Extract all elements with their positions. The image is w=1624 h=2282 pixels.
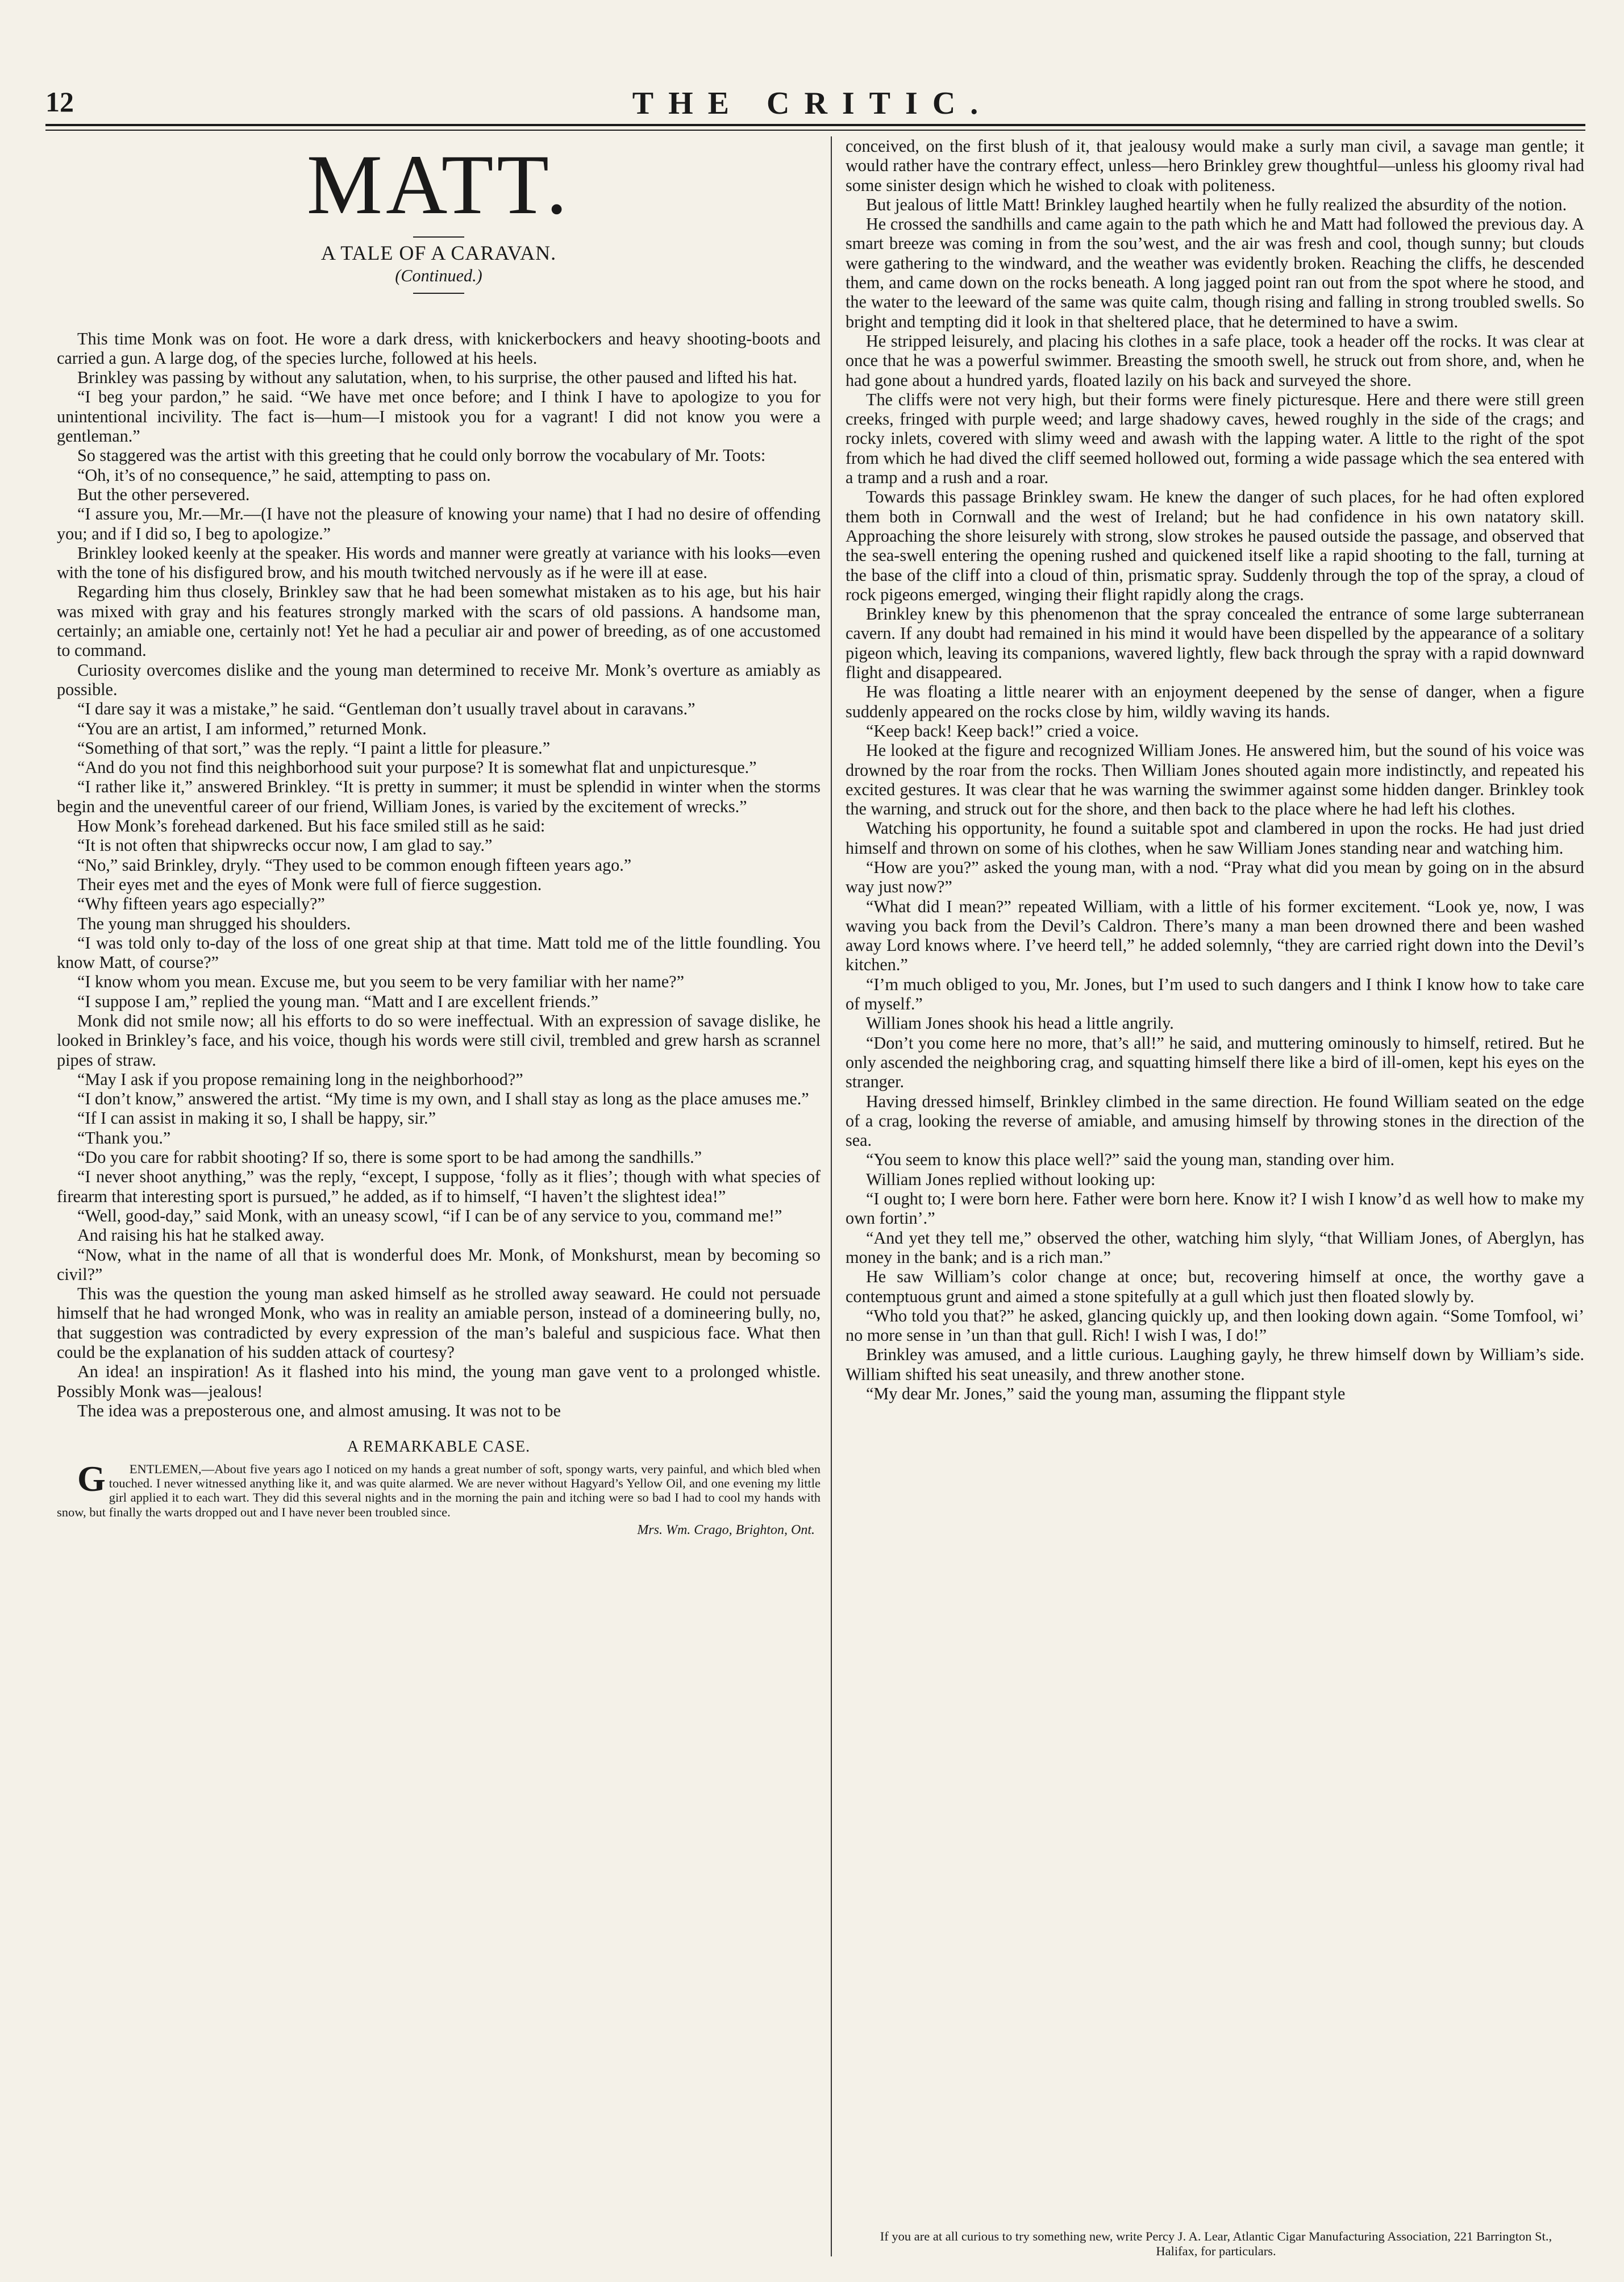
advert-signature: Mrs. Wm. Crago, Brighton, Ont. <box>637 1523 815 1538</box>
paragraph: “I never shoot anything,” was the reply, “except, I suppose, ‘folly as it flies’; though with what species of firearm that interesting sport is pursued,” he added, as if to himself, “I haven’t the slightest idea!” <box>57 1167 821 1206</box>
paragraph: Towards this passage Brinkley swam. He knew the danger of such places, for he had often explored them both in Cornwall and the west of Ireland; but he had confidence in his own natatory skill. Approaching the shore leisurely with strong, slow strokes he paused outside the passage, and observed that the sea-swell entering the opening rushed and quickened itself like a rapid shooting to the fall, turning at the base of the cliff into a cloud of thin, prismatic spray. Suddenly through the top of the spray, a cloud of rock pigeons emerged, winging their flight rapidly along the crags. <box>846 487 1584 604</box>
paragraph: William Jones replied without looking up: <box>866 1169 1156 1189</box>
paragraph: “I assure you, Mr.—Mr.—(I have not the pleasure of knowing your name) that I had no desire of offending you; and if I did so, I beg to apologize.” <box>57 504 821 543</box>
paragraph: “I know whom you mean. Excuse me, but you seem to be very familiar with her name?” <box>77 972 684 992</box>
paragraph: Brinkley looked keenly at the speaker. His words and manner were greatly at variance with his looks—even with the tone of his disfigured brow, and his mouth twitched nervously as if he were ill at ease. <box>57 543 821 583</box>
paragraph: Having dressed himself, Brinkley climbed in the same direction. He found William seated on the edge of a crag, looking the reverse of amiable, and amusing himself by throwing stones in the direction of the sea. <box>846 1091 1584 1150</box>
page-header <box>45 85 1580 125</box>
advert-text: ENTLEMEN,—About five years ago I noticed on my hands a great number of soft, spongy warts, very painful, and which bled when touched. I never witnessed anything like it, and was quite alarmed. We are never without Hagyard’s Yellow Oil, and one evening my little girl applied it to each wart. They did this several nights and in the morning the pain and itching were so bad I had to cool my hands with snow, but finally the warts dropped out and I have never been troubled since. <box>57 1461 821 1519</box>
paragraph: “Well, good-day,” said Monk, with an uneasy scowl, “if I can be of any service to you, command me!” <box>77 1206 782 1225</box>
paragraph: He crossed the sandhills and came again to the path which he and Matt had followed the previous day. A smart breeze was coming in from the sou’west, and the air was fresh and cool, though sunny; but clouds were gathering to the windward, and the weather was evidently broken. Reaching the cliffs, he descended them, and came down on the rocks beneath. A long jagged point ran out from the spot where he stood, and the water to the leeward of the same was quite calm, though rising and falling in strong troubled swells. So bright and tempting did it look in that sheltered place, that he determined to have a swim. <box>846 214 1584 331</box>
paragraph: The idea was a preposterous one, and almost amusing. It was not to be <box>77 1400 561 1420</box>
paragraph: He was floating a little nearer with an enjoyment deepened by the sense of danger, when a figure suddenly appeared on the rocks close by him, wildly waving its hands. <box>846 682 1584 721</box>
header-rule <box>45 124 1585 126</box>
paragraph: The young man shrugged his shoulders. <box>77 913 351 933</box>
right-column <box>846 136 1584 2256</box>
paragraph: Brinkley was amused, and a little curious. Laughing gayly, he threw himself down by William’s side. William shifted his seat uneasily, and threw another stone. <box>846 1345 1584 1384</box>
paragraph: Brinkley was passing by without any salutation, when, to his surprise, the other paused and lifted his hat. <box>77 368 797 388</box>
paragraph: “Who told you that?” he asked, glancing quickly up, and then looking down again. “Some Tomfool, wi’ no more sense in ’un than that gull. Rich! I wish I was, I do!” <box>846 1306 1584 1345</box>
paragraph: “I’m much obliged to you, Mr. Jones, but I’m used to such dangers and I think I know how to take care of myself.” <box>846 974 1584 1014</box>
paragraph: “I don’t know,” answered the artist. “My time is my own, and I shall stay as long as the place amuses me.” <box>77 1089 809 1109</box>
running-head: THE CRITIC. <box>632 86 993 121</box>
paragraph: “And do you not find this neighborhood suit your purpose? It is somewhat flat and unpicturesque.” <box>77 758 757 778</box>
paragraph: “Don’t you come here no more, that’s all!” he said, and muttering ominously to himself, retired. But he only ascended the neighboring crag, and squatting himself there like a bird of ill-omen, kept his eyes on the stranger. <box>846 1033 1584 1092</box>
paragraph: “You seem to know this place well?” said the young man, standing over him. <box>866 1150 1395 1170</box>
subtitle-rule <box>413 293 464 294</box>
paragraph: “What did I mean?” repeated William, with a little of his former excitement. “Look ye, now, I was waving you back from the Devil’s Caldron. There’s many a man been drowned there and been washed away Lord knows where. I’ve heerd tell,” he added solemnly, “they are carried right down into the Devil’s kitchen.” <box>846 896 1584 975</box>
advert-heading: A REMARKABLE CASE. <box>347 1438 531 1456</box>
paragraph: “Oh, it’s of no consequence,” he said, attempting to pass on. <box>77 465 491 485</box>
paragraph: William Jones shook his head a little angrily. <box>866 1013 1174 1033</box>
paragraph: “I rather like it,” answered Brinkley. “It is pretty in summer; it must be splendid in winter when the storms begin and the uneventful career of our friend, William Jones, is varied by the excitement of wrecks.” <box>57 777 821 816</box>
paragraph: But jealous of little Matt! Brinkley laughed heartily when he fully realized the absurdity of the notion. <box>866 194 1567 214</box>
paragraph: “Keep back! Keep back!” cried a voice. <box>866 721 1139 741</box>
paragraph: This time Monk was on foot. He wore a dark dress, with knickerbockers and heavy shooting-boots and carried a gun. A large dog, of the species lurche, followed at his heels. <box>57 329 821 368</box>
paragraph: Watching his opportunity, he found a suitable spot and clambered in upon the rocks. He had just dried himself and thrown on some of his clothes, when he saw William Jones standing near and watching him. <box>846 818 1584 858</box>
paragraph: He looked at the figure and recognized William Jones. He answered him, but the sound of his voice was drowned by the roar from the rocks. Then William Jones shouted again more indistinctly, and repeated his excited gestures. It was clear that he was warning the swimmer against some hidden danger. Brinkley took the warning, and struck out for the shore, and then back to the place where he had left his clothes. <box>846 741 1584 819</box>
paragraph: “Now, what in the name of all that is wonderful does Mr. Monk, of Monkshurst, mean by becoming so civil?” <box>57 1245 821 1284</box>
paragraph: “It is not often that shipwrecks occur now, I am glad to say.” <box>77 836 493 855</box>
paragraph: conceived, on the first blush of it, that jealousy would make a surly man civil, a savage man gentle; it would rather have the contrary effect, unless—hero Brinkley grew thoughtful—unless his gloomy rival had some sinister design which he wished to cloak with politeness. <box>846 136 1584 195</box>
paragraph: “If I can assist in making it so, I shall be happy, sir.” <box>77 1108 436 1128</box>
paragraph: “May I ask if you propose remaining long in the neighborhood?” <box>77 1069 523 1089</box>
paragraph: “My dear Mr. Jones,” said the young man, assuming the flippant style <box>866 1384 1346 1403</box>
paragraph: “Thank you.” <box>77 1128 171 1148</box>
paragraph: Regarding him thus closely, Brinkley saw that he had been somewhat mistaken as to his age, but his hair was mixed with gray and his features strongly marked with the scars of old passions. A handsome man, certainly; an amiable one, certainly not! Yet he had a peculiar air and power of breeding, as of one accustomed to command. <box>57 582 821 660</box>
story-text-left <box>57 329 821 1421</box>
paragraph: “Something of that sort,” was the reply. “I paint a little for pleasure.” <box>77 738 551 758</box>
advert-body <box>57 1458 821 1520</box>
paragraph: “I was told only to-day of the loss of one great ship at that time. Matt told me of the little foundling. You know Matt, of course?” <box>57 933 821 972</box>
paragraph: Curiosity overcomes dislike and the young man determined to receive Mr. Monk’s overture as amiably as possible. <box>57 660 821 699</box>
paragraph: “Do you care for rabbit shooting? If so, there is some sport to be had among the sandhills.” <box>77 1148 702 1167</box>
paragraph: But the other persevered. <box>77 484 250 504</box>
paragraph: This was the question the young man asked himself as he strolled away seaward. He could not persuade himself that he had wronged Monk, who was in reality an amiable person, instead of a domineering bully, no, that suggestion was contradicted by every expression of the man’s baleful and suspicious face. What then could be the explanation of his sudden attack of courtesy? <box>57 1284 821 1362</box>
paragraph: An idea! an inspiration! As it flashed into his mind, the young man gave vent to a prolonged whistle. Possibly Monk was—jealous! <box>57 1362 821 1401</box>
page-number: 12 <box>45 86 74 118</box>
continued-note: (Continued.) <box>395 266 482 286</box>
paragraph: The cliffs were not very high, but their forms were finely picturesque. Here and there were still green creeks, fringed with purple weed; and large shadowy caves, hewed roughly in the side of the crags; and rocky inlets, covered with slimy weed and awash with the lapping water. A little to the right of the spot from which he had dived the cliff seemed hollowed out, forming a wide passage which the sea entered with a tramp and a rush and a roar. <box>846 389 1584 488</box>
footer-notice: If you are at all curious to try something new, write Percy J. A. Lear, Atlantic Cigar Manufacturing Association, 221 Barrington St., Halifax, for particulars. <box>880 2229 1552 2258</box>
paragraph: How Monk’s forehead darkened. But his face smiled still as he said: <box>77 816 546 836</box>
paragraph: “Why fifteen years ago especially?” <box>77 894 325 914</box>
paragraph: “I ought to; I were born here. Father were born here. Know it? I wish I know’d as well how to make my own fortin’.” <box>846 1189 1584 1228</box>
column-divider <box>831 136 832 2256</box>
drop-cap: G <box>77 1458 106 1499</box>
paragraph: Brinkley knew by this phenomenon that the spray concealed the entrance of some large subterranean cavern. If any doubt had remained in his mind it would have been dispelled by the appearance of a solitary pigeon which, leaving its companions, wavered lightly, flew back through the spray with a rapid downward flight and disappeared. <box>846 604 1584 683</box>
paragraph: He stripped leisurely, and placing his clothes in a safe place, took a header off the rocks. It was clear at once that he was a powerful swimmer. Breasting the smooth swell, he struck out from shore, and, when he had gone about a hundred yards, floated lazily on his back and surveyed the shore. <box>846 331 1584 390</box>
paragraph: “And yet they tell me,” observed the other, watching him slyly, “that William Jones, of Aberglyn, has money in the bank; and is a rich man.” <box>846 1228 1584 1267</box>
paragraph: “I suppose I am,” replied the young man. “Matt and I are excellent friends.” <box>77 991 599 1011</box>
story-title: MATT. <box>306 138 571 232</box>
story-subtitle: A TALE OF A CARAVAN. <box>320 242 557 264</box>
paragraph: And raising his hat he stalked away. <box>77 1225 324 1245</box>
paragraph: “You are an artist, I am informed,” returned Monk. <box>77 718 427 738</box>
paragraph: So staggered was the artist with this greeting that he could only borrow the vocabulary of Mr. Toots: <box>77 446 766 465</box>
paragraph: “How are you?” asked the young man, with a nod. “Pray what did you mean by going on in the absurd way just now?” <box>846 857 1584 897</box>
paragraph: “I beg your pardon,” he said. “We have met once before; and I think I have to apologize to you for unintentional incivility. The fact is—hum—I mistook you for a vagrant! I did not know you were a gentleman.” <box>57 387 821 446</box>
header-rule-thin <box>45 130 1585 131</box>
left-column <box>57 136 821 2256</box>
story-text-right <box>846 136 1584 1403</box>
paragraph: “I dare say it was a mistake,” he said. “Gentleman don’t usually travel about in caravans.” <box>77 699 696 719</box>
paragraph: He saw William’s color change at once; but, recovering himself at once, the worthy gave a contemptuous grunt and aimed a stone spitefully at a gull which just then floated slowly by. <box>846 1267 1584 1306</box>
paragraph: Monk did not smile now; all his efforts to do so were ineffectual. With an expression of savage dislike, he looked in Brinkley’s face, and his voice, though his words were still civil, trembled and grew harsh as scrannel pipes of straw. <box>57 1011 821 1070</box>
paragraph: “No,” said Brinkley, dryly. “They used to be common enough fifteen years ago.” <box>77 855 632 875</box>
paragraph: Their eyes met and the eyes of Monk were full of fierce suggestion. <box>77 874 542 894</box>
title-rule <box>413 236 464 238</box>
